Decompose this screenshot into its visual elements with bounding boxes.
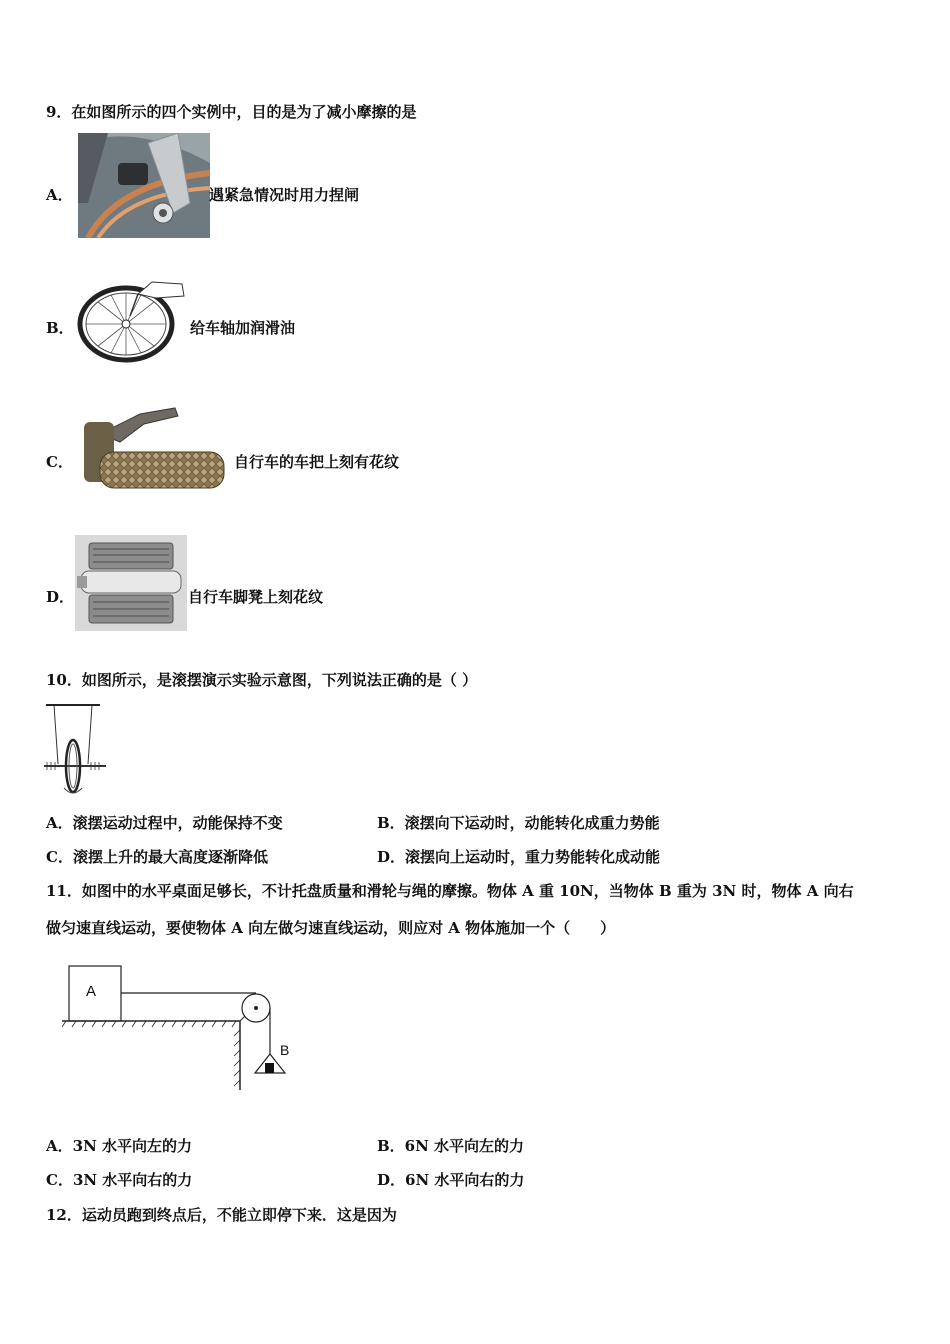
q11-option-b: B．6N 水平向左的力: [377, 1137, 525, 1155]
q10-option-a: A．滚摆运动过程中，动能保持不变: [46, 814, 283, 832]
q11-stem-line1: 11．如图中的水平桌面足够长，不计托盘质量和滑轮与绳的摩擦。物体 A 重 10N，当物体 B 重为 3N 时，物体 A 向右: [46, 882, 854, 900]
wheel-oiling-drawing: [76, 276, 188, 366]
q9-option-b-letter: B．: [46, 319, 74, 337]
q9-option-a-letter: A．: [46, 186, 73, 204]
q9-option-d-text: 自行车脚凳上刻花纹: [188, 588, 324, 606]
q10-option-c: C．滚摆上升的最大高度逐渐降低: [46, 848, 268, 866]
q9-option-c-text: 自行车的车把上刻有花纹: [234, 453, 400, 471]
pedal-photo: [75, 535, 187, 631]
q11-option-d: D．6N 水平向右的力: [377, 1171, 525, 1189]
q10-option-d: D．滚摆向上运动时，重力势能转化成动能: [377, 848, 661, 866]
q9-stem: 9．在如图所示的四个实例中，目的是为了减小摩擦的是: [46, 103, 417, 121]
maxwell-pendulum-icon: [44, 702, 110, 798]
q10-stem: 10．如图所示，是滚摆演示实验示意图，下列说法正确的是（ ）: [46, 671, 478, 689]
block-b-label: B: [280, 1042, 290, 1058]
q12-stem: 12．运动员跑到终点后，不能立即停下来．这是因为: [46, 1206, 397, 1224]
q11-option-c: C．3N 水平向右的力: [46, 1171, 193, 1189]
q10-option-b: B．滚摆向下运动时，动能转化成重力势能: [377, 814, 660, 832]
block-a-label: A: [86, 983, 97, 1000]
q9-option-c-letter: C．: [46, 453, 73, 471]
q9-option-d-letter: D．: [46, 588, 75, 606]
q9-option-b-text: 给车轴加润滑油: [190, 319, 296, 337]
q11-stem-line2: 做匀速直线运动，要使物体 A 向左做匀速直线运动，则应对 A 物体施加一个（ ）: [46, 919, 616, 937]
handlebar-grip-photo: [80, 404, 228, 494]
bicycle-brake-photo: [78, 133, 210, 238]
q9-option-a-text: 遇紧急情况时用力捏闸: [209, 186, 360, 204]
q11-pulley-figure: [62, 960, 302, 1095]
q11-option-a: A．3N 水平向左的力: [46, 1137, 193, 1155]
